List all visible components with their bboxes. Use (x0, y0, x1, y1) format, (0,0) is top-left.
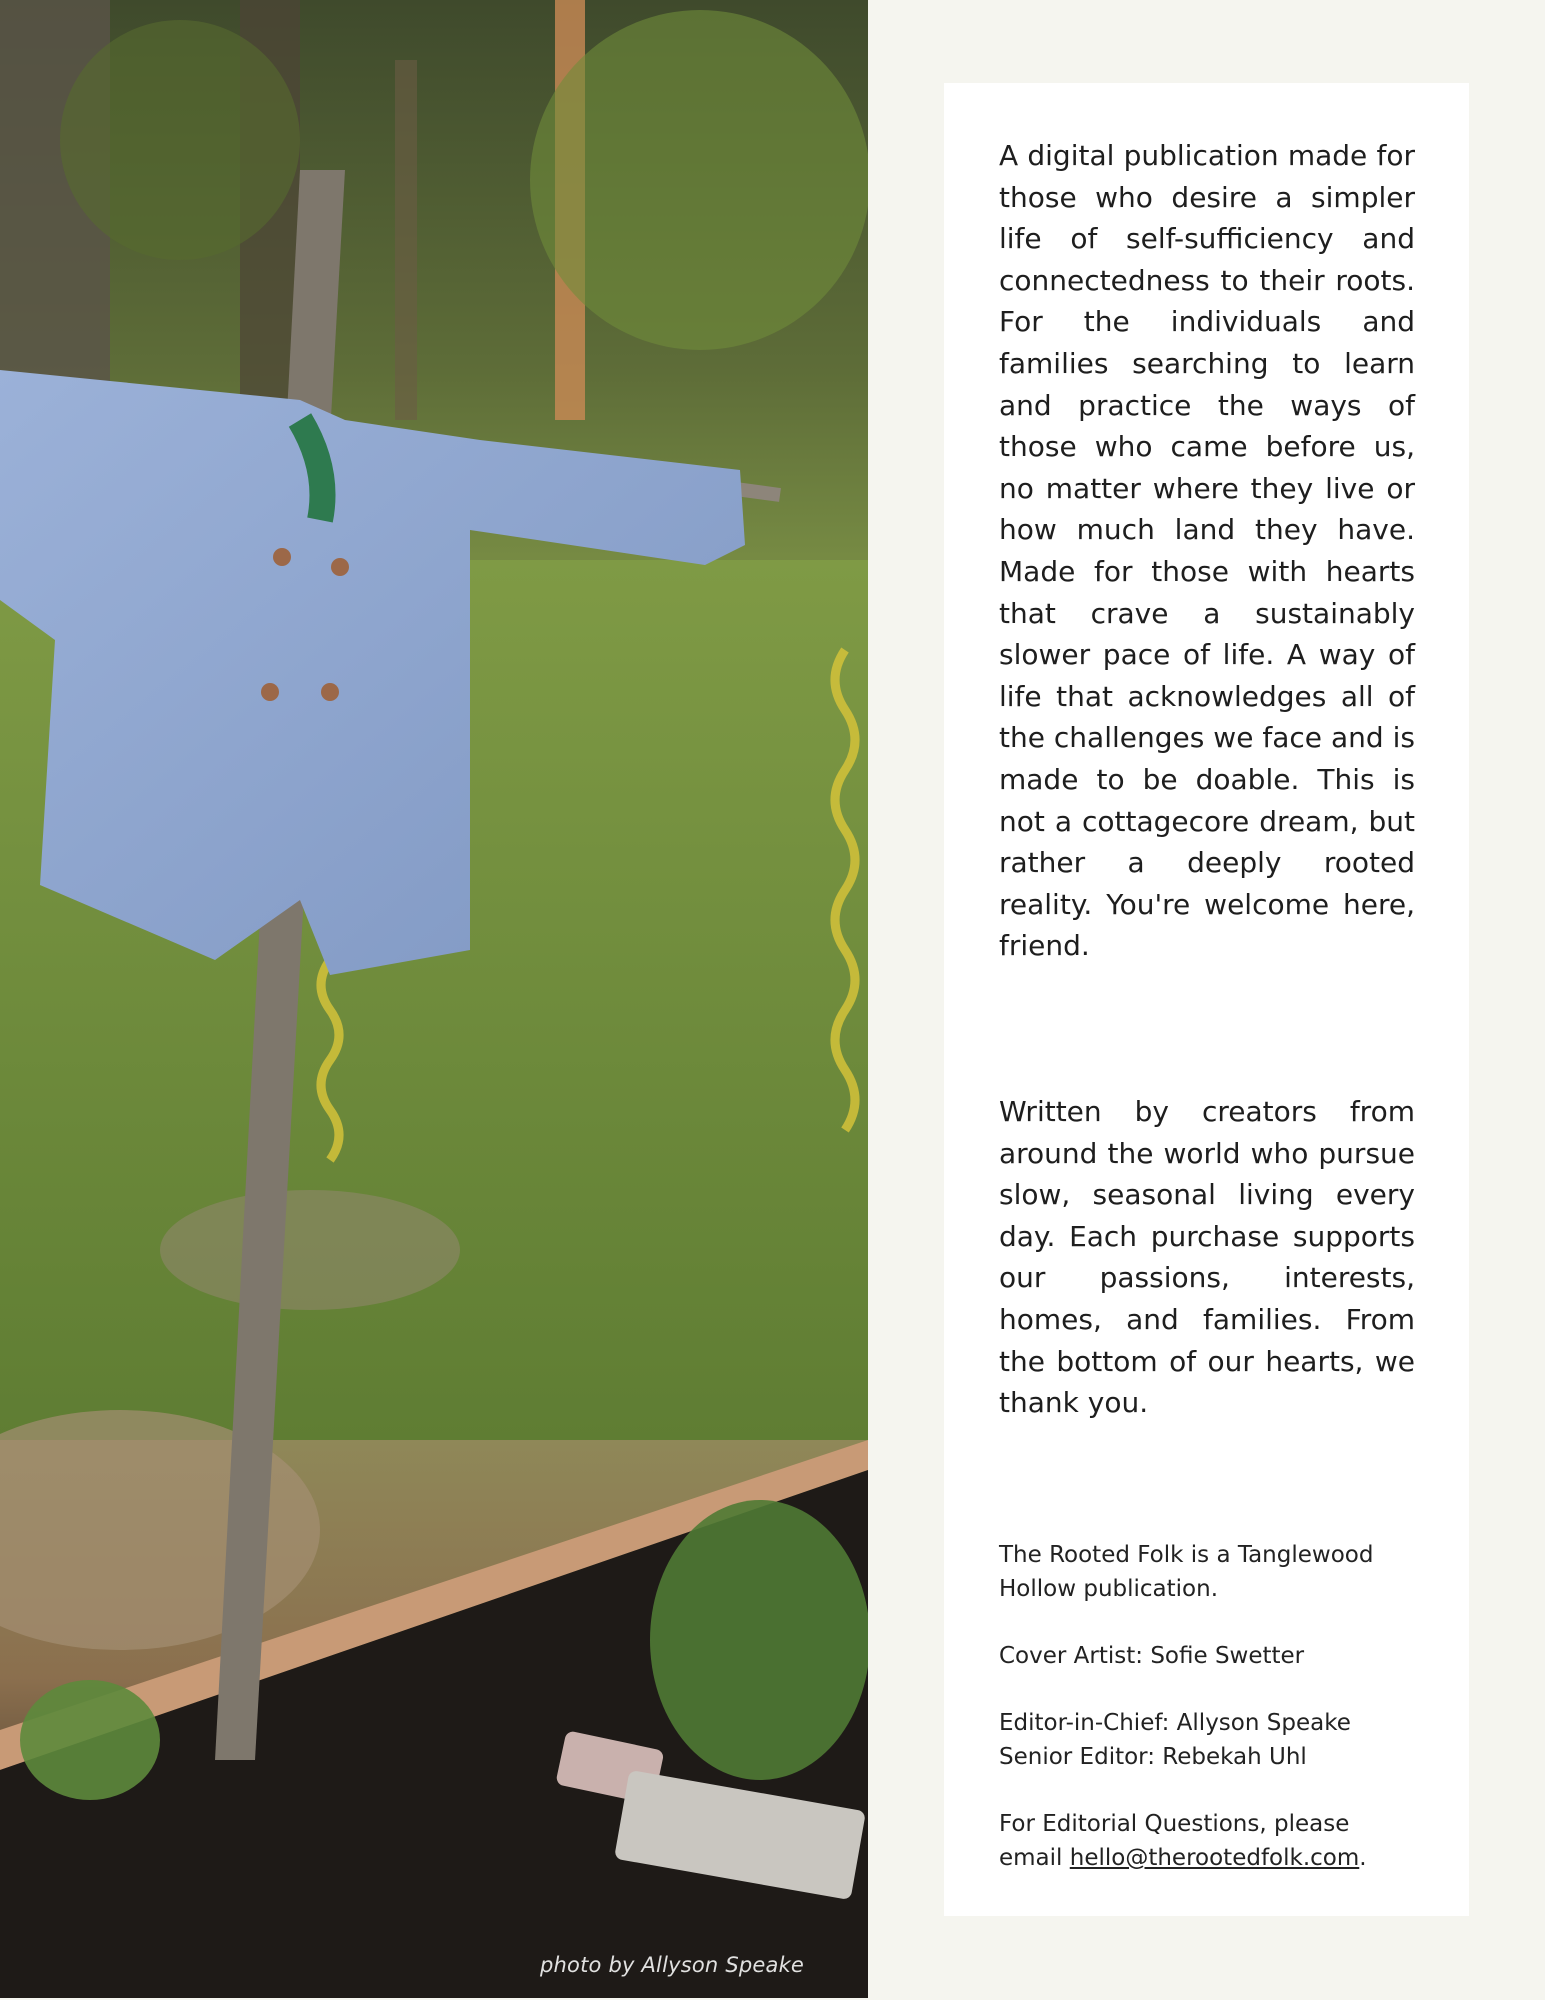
editor-in-chief: Editor-in-Chief: Allyson Speake (999, 1710, 1351, 1736)
cover-artist: Cover Artist: Sofie Swetter (999, 1643, 1305, 1669)
editorial-questions-end: . (1359, 1845, 1367, 1871)
email-link[interactable]: hello@therootedfolk.com (1069, 1845, 1360, 1871)
text-panel (944, 83, 1469, 1916)
editorial-questions (999, 1807, 1419, 1875)
publication-credits (999, 1538, 1419, 1875)
editorial-questions-text: For Editorial Questions, please email (999, 1811, 1350, 1871)
senior-editor: Senior Editor: Rebekah Uhl (999, 1744, 1307, 1770)
publication-line: The Rooted Folk is a Tanglewood Hollow publication. (999, 1542, 1374, 1602)
photo-credit: photo by Allyson Speake (540, 1953, 805, 1977)
writers-paragraph: Written by creators from around the world who pursue slow, seasonal living every day. Each purchase supports our passions, interests, homes, and families. From the bottom of our hearts, we thank you. (999, 1095, 1415, 1420)
intro-paragraph: A digital publication made for those who desire a simpler life of self-sufficiency and connectedness to their roots. For the individuals and families searching to learn and practice the ways of those who came before us, no matter where they live or how much land they have. Made for those with hearts that crave a sustainably slower pace of life. A way of life that acknowledges all of the challenges we face and is made to be doable. This is not a cottagecore dream, but rather a deeply rooted reality. You're welcome here, friend. (999, 139, 1415, 963)
